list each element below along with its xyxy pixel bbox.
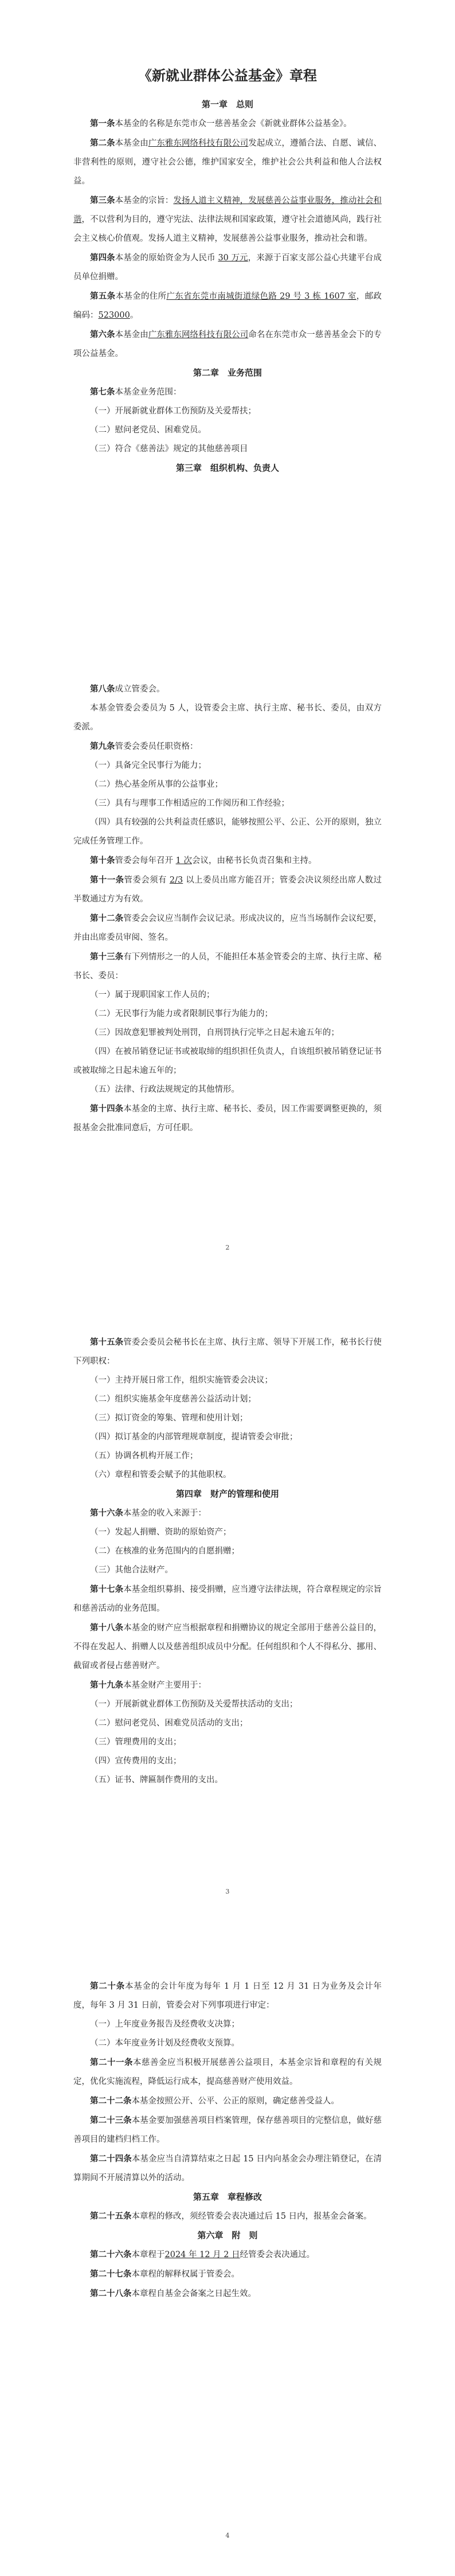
article-26: 第二十六条本章程于2024 年 12 月 2 日经管委会表决通过。: [90, 2250, 315, 2259]
article-1: 第一条本基金的名称是东莞市众一慈善基金会《新就业群体公益基金》。: [90, 119, 352, 128]
article-21: 第二十一条本慈善金应当积极开展慈善公益项目，本基金宗旨和章程的有关规定，优化实施流程，降低运行成本，提高慈善财产使用效益。: [73, 2058, 382, 2086]
chapter-1-heading: 第一章 总则: [201, 99, 253, 110]
article-13-item-4: （四）在被吊销登记证书或被取缔的组织担任负责人，自该组织被吊销登记证书或被取缔之日起未逾五年的；: [73, 1047, 382, 1075]
article-15: 第十五条管委会委员会秘书长在主席、执行主席、领导下开展工作，秘书长行使下列职权：: [73, 1337, 382, 1366]
article-24: 第二十四条本基金应当自清算结束之日起 15 日内向基金会办理注销登记，在清算期间不开展清算以外的活动。: [73, 2154, 382, 2183]
article-13-item-3: （三）因故意犯罪被判处刑罚，自刑罚执行完毕之日起未逾五年的；: [90, 1028, 339, 1037]
article-14: 第十四条本基金的主席、执行主席、秘书长、委员，因工作需要调整更换的，须报基金会批准同意后，方可任职。: [73, 1104, 382, 1133]
page-3: [0, 1288, 455, 1932]
article-17: 第十七条本基金组织募捐、接受捐赠，应当遵守法律法规，符合章程规定的宗旨和慈善活动的业务范围。: [73, 1584, 382, 1613]
article-22: 第二十二条本基金按照公开、公平、公正的原则，确定慈善受益人。: [90, 2096, 339, 2106]
article-15-item-5: （五）协调各机构开展工作；: [90, 1451, 198, 1461]
article-16-item-2: （二）在核准的业务范围内的自愿捐赠；: [90, 1547, 240, 1556]
article-15-item-6: （六）章程和管委会赋予的其他职权。: [90, 1470, 232, 1480]
document-title: 《新就业群体公益基金》章程: [138, 67, 317, 84]
chapter-6-heading: 第六章 附 则: [197, 2230, 258, 2241]
page-1: [0, 0, 455, 644]
chapter-4-heading: 第四章 财产的管理和使用: [175, 1489, 279, 1499]
article-13-item-1: （一）属于现职国家工作人员的；: [90, 990, 215, 1000]
chapter-5-heading: 第五章 章程修改: [193, 2192, 262, 2202]
article-7-item-1: （一）开展新就业群体工伤预防及关爱帮扶；: [90, 407, 256, 416]
article-27: 第二十七条本章程的解释权属于管委会。: [90, 2269, 240, 2279]
article-8-body: 本基金管委会委员为 5 人，设管委会主席、执行主席、秘书长、委员，由双方委派。: [73, 704, 382, 732]
article-15-item-4: （四）拟订基金的内部管理规章制度，提请管委会审批；: [90, 1433, 298, 1442]
article-9-item-4: （四）具有较强的公共利益责任感识，能够按照公平、公正、公开的原则，独立完成任务管理工作。: [73, 818, 382, 846]
page-number: 4: [225, 2532, 230, 2539]
article-19-item-3: （三）管理费用的支出；: [90, 1738, 182, 1747]
article-9-item-1: （一）具备完全民事行为能力；: [90, 761, 206, 770]
article-7: 第七条本基金业务范围：: [90, 387, 182, 397]
article-16-item-1: （一）发起人捐赠、资助的原始资产；: [90, 1528, 232, 1537]
article-8: 第八条成立管委会。: [90, 684, 165, 694]
article-28: 第二十八条本章程自基金会备案之日起生效。: [90, 2289, 256, 2298]
article-7-item-3: （三）符合《慈善法》规定的其他慈善项目: [90, 444, 248, 454]
article-4: 第四条本基金的原始资金为人民币 30 万元，来源于百家支部公益心共建平台成员单位捐赠。: [73, 253, 382, 282]
article-19-item-1: （一）开展新就业群体工伤预防及关爱帮扶活动的支出；: [90, 1700, 298, 1709]
chapter-3-heading: 第三章 组织机构、负责人: [175, 463, 279, 473]
article-2: 第二条本基金由广东雅东网络科技有限公司发起成立，遵循合法、自愿、诚信、非营利性的原则，遵守社会公德，维护国家安全，维护社会公共利益和他人合法权益。: [73, 138, 382, 186]
article-6: 第六条本基金由广东雅东网络科技有限公司命名在东莞市众一慈善基金会下的专项公益基金。: [73, 330, 382, 358]
article-9-item-2: （二）热心基金所从事的公益事业；: [90, 780, 223, 789]
page-2: [0, 644, 455, 1288]
article-15-item-2: （二）组织实施基金年度慈善公益活动计划；: [90, 1395, 256, 1404]
article-23: 第二十三条本基金要加强慈善项目档案管理，保存慈善项目的完整信息，做好慈善项目的建档归档工作。: [73, 2116, 382, 2144]
article-13-item-2: （二）无民事行为能力或者限制民事行为能力的；: [90, 1009, 273, 1018]
article-16-item-3: （三）其他合法财产。: [90, 1566, 173, 1575]
article-12: 第十二条管委会会议应当制作会议记录。形成决议的，应当当场制作会议纪要，并由出席委员审阅、签名。: [73, 914, 382, 942]
article-10: 第十条管委会每年召开 1 次会议，由秘书长负责召集和主持。: [90, 856, 317, 865]
article-20-item-1: （一）上年度业务报告及经费收支决算；: [90, 2020, 240, 2029]
article-5: 第五条本基金的住所广东省东莞市南城街道绿色路 29 号 3 栋 1607 室，邮政编码：523000。: [73, 291, 382, 320]
chapter-2-heading: 第二章 业务范围: [193, 368, 262, 378]
page-4: [0, 1932, 455, 2576]
article-20-item-2: （二）本年度业务计划及经费收支预算。: [90, 2039, 240, 2048]
article-19-item-2: （二）慰问老党员、困难党员活动的支出；: [90, 1719, 248, 1728]
page-number: 1: [225, 608, 230, 615]
article-13-item-5: （五）法律、行政法规规定的其他情形。: [90, 1085, 240, 1094]
article-11: 第十一条管委会须有 2/3 以上委员出席方能召开；管委会决议须经出席人数过半数通过方为有效。: [73, 875, 382, 904]
article-16: 第十六条本基金的收入来源于：: [90, 1508, 206, 1518]
article-9-item-3: （三）具有与理事工作相适应的工作阅历和工作经验；: [90, 799, 289, 808]
article-3: 第三条本基金的宗旨：发扬人道主义精神，发展慈善公益事业服务，推动社会和谐，不以营利为目的，遵守宪法、法律法规和国家政策，遵守社会道德风尚，践行社会主义核心价值观。发扬人道主义精神，发展慈善公益事业服务，推动社会和谐。: [73, 196, 382, 243]
article-20: 第二十条本基金的会计年度为每年 1 月 1 日至 12 月 31 日为业务及会计年度，每年 3 月 31 日前，管委会对下列事项进行审定：: [73, 1981, 382, 2010]
article-19-item-5: （五）证书、牌匾制作费用的支出。: [90, 1775, 223, 1785]
article-15-item-1: （一）主持开展日常工作，组织实施管委会决议；: [90, 1376, 273, 1385]
article-25: 第二十五条本章程的修改，须经管委会表决通过后 15 日内，报基金会备案。: [90, 2211, 372, 2221]
article-18: 第十八条本基金的财产应当根据章程和捐赠协议的规定全部用于慈善公益目的，不得在发起人、捐赠人以及慈善组织成员中分配。任何组织和个人不得私分、挪用、截留或者侵占慈善财产。: [73, 1623, 382, 1671]
article-15-item-3: （三）拟订资金的筹集、管理和使用计划；: [90, 1414, 248, 1423]
article-13: 第十三条有下列情形之一的人员，不能担任本基金管委会的主席、执行主席、秘书长、委员：: [73, 952, 382, 981]
article-19-item-4: （四）宣传费用的支出；: [90, 1757, 182, 1766]
page-number: 3: [225, 1888, 230, 1895]
page-number: 2: [225, 1244, 230, 1251]
article-7-item-2: （二）慰问老党员、困难党员。: [90, 426, 206, 435]
article-9: 第九条管委会委员任职资格：: [90, 741, 198, 751]
article-19: 第十九条本基金财产主要用于：: [90, 1680, 206, 1690]
